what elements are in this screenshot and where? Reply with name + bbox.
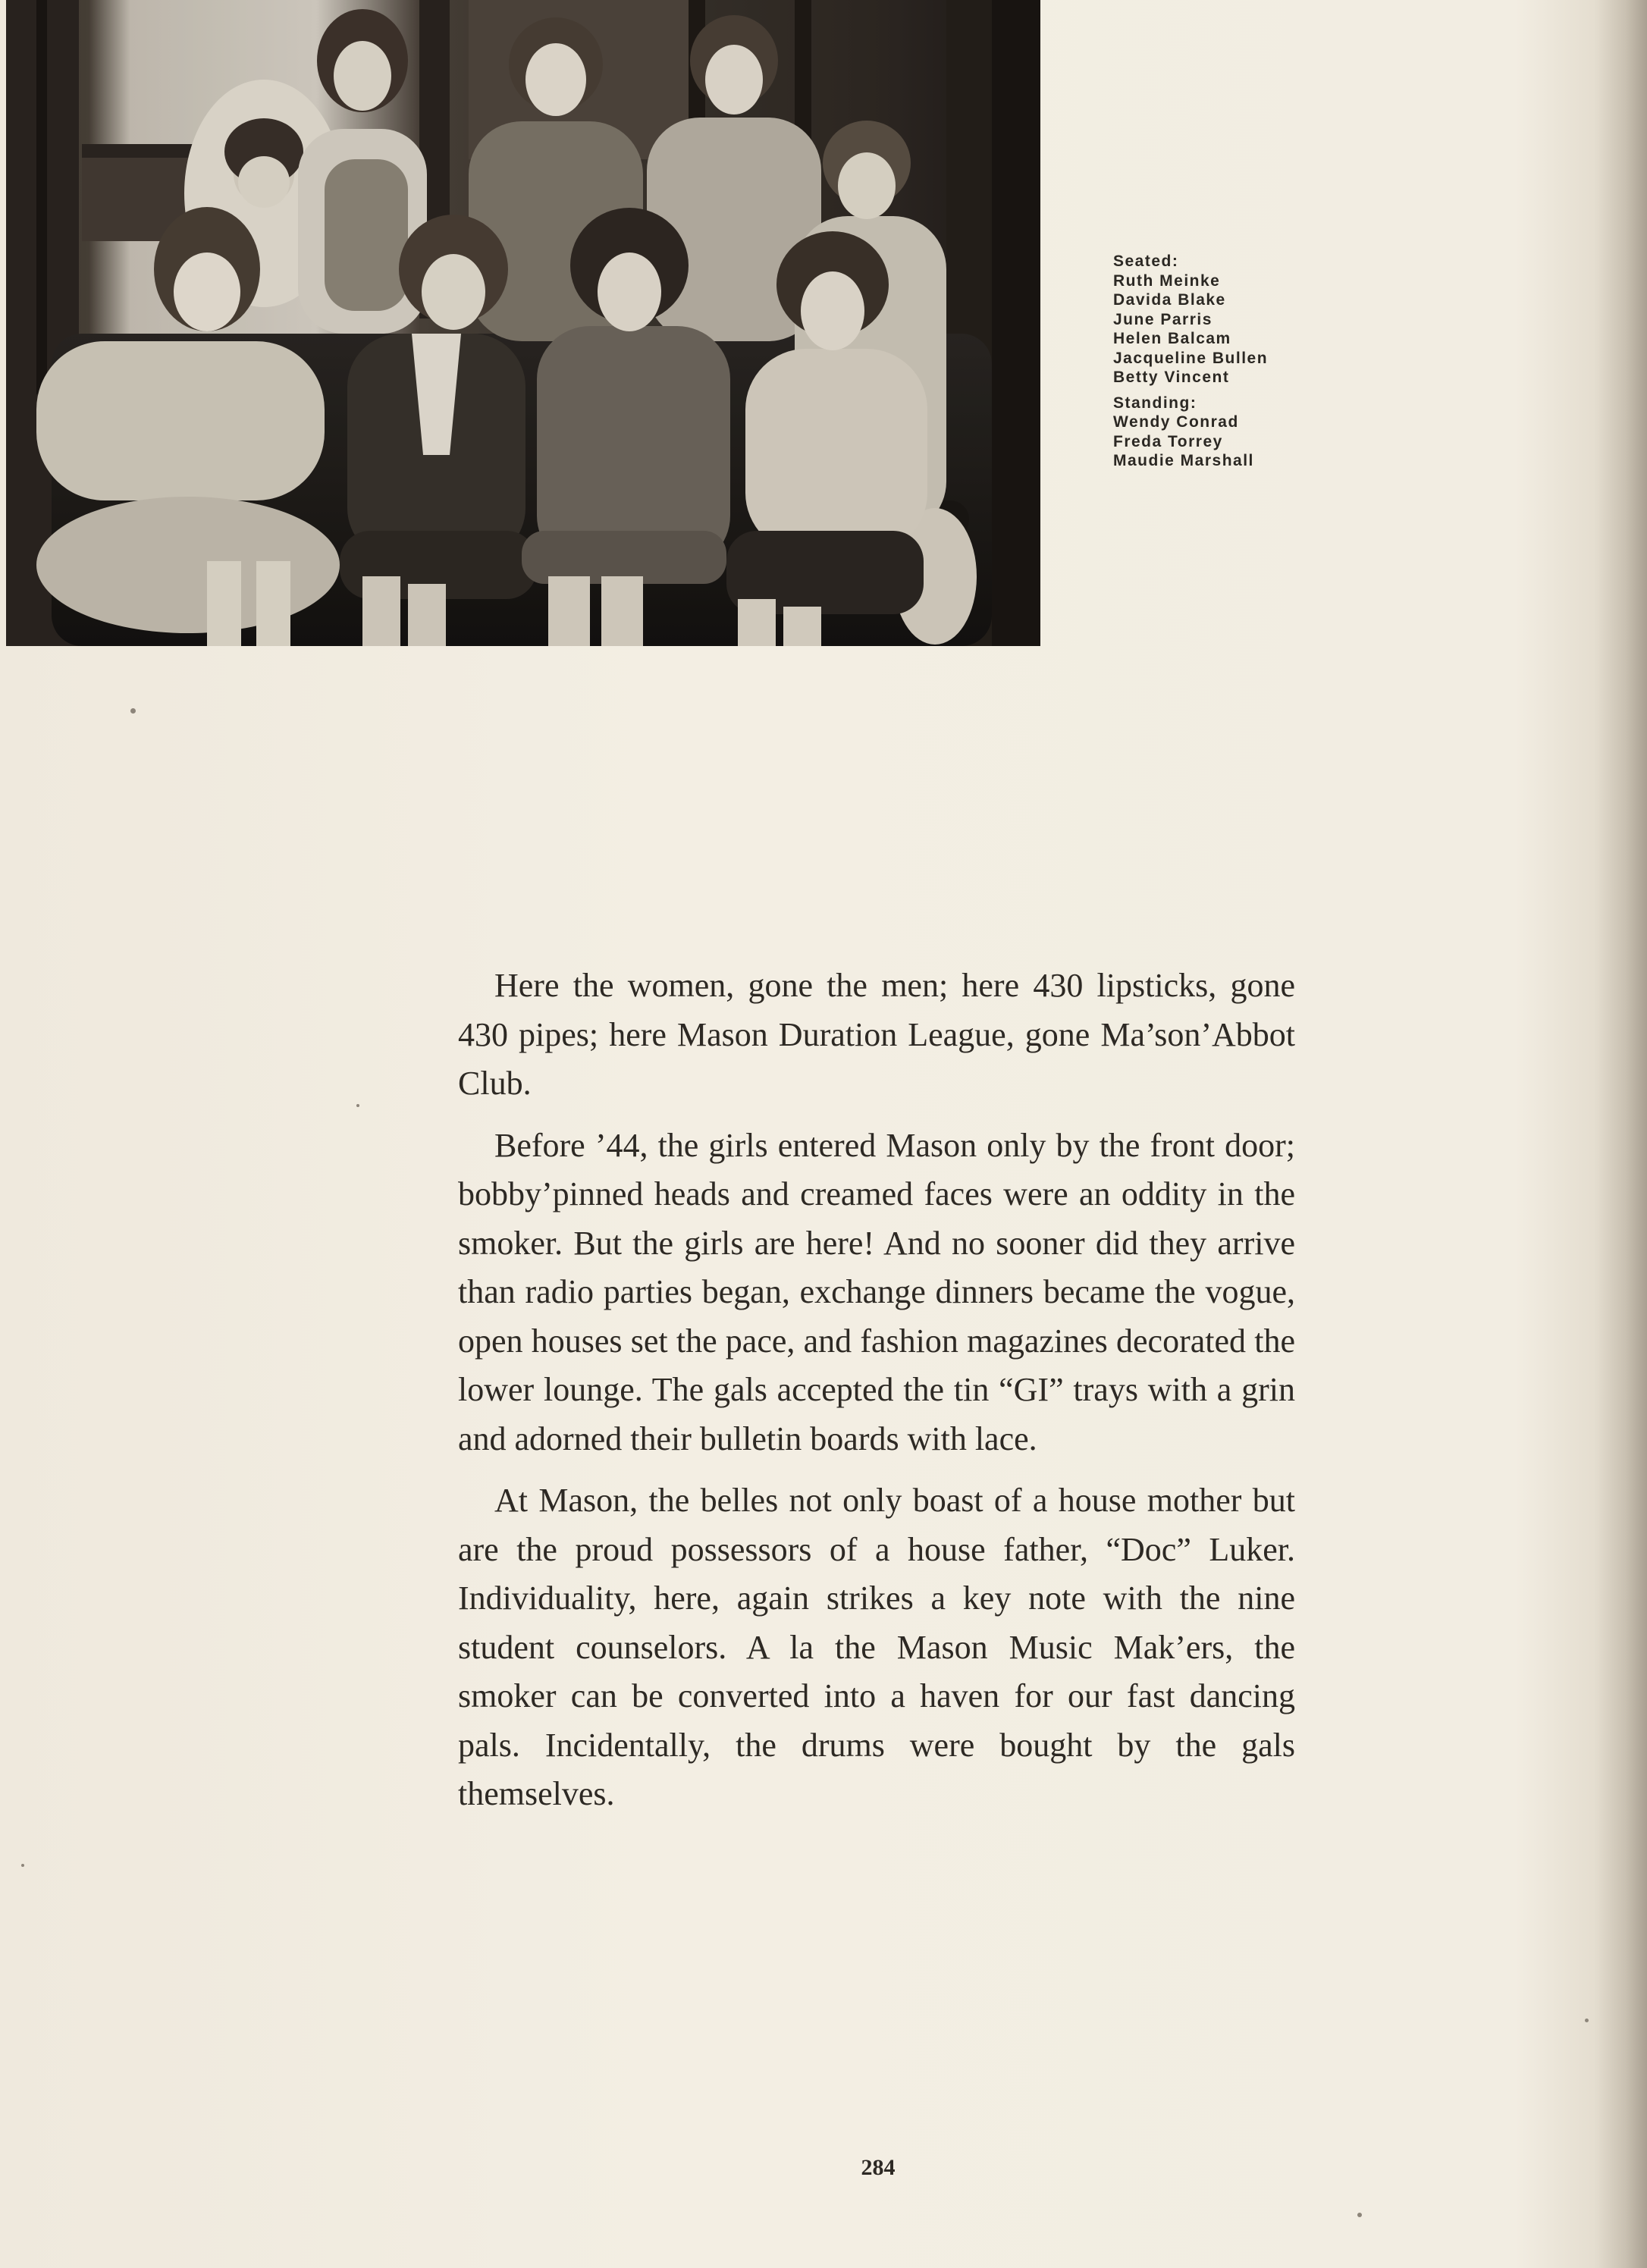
paper-speck [21,1864,24,1867]
paper-speck [1585,2019,1589,2022]
paper-speck [130,708,136,714]
caption-name: Davida Blake [1113,291,1226,309]
group-photo-illustration [6,0,1040,646]
article-paragraph: At Mason, the belles not only boast of a house mother but are the proud possessors of a house father, “Doc” Luker. Individuality, here, again strikes a key note with the nine student counselors. A la the Mason Music Mak’ers, the smoker can be converted into a haven for our fast dancing pals. Incidentally, the drums were bought by the gals themselves. [458,1482,1295,1812]
caption-name: June Parris [1113,310,1213,328]
binding-shadow [1594,0,1647,2268]
group-photo [6,0,1040,646]
caption-name: Freda Torrey [1113,432,1223,450]
photo-caption [1113,252,1341,471]
caption-standing-heading: Standing: [1113,394,1197,412]
caption-seated-heading: Seated: [1113,253,1179,270]
caption-name: Maudie Marshall [1113,452,1254,469]
caption-seated-group [1113,252,1341,387]
paper-speck [1357,2213,1362,2217]
caption-name: Ruth Meinke [1113,271,1221,290]
article-paragraph: Before ’44, the girls entered Mason only by the front door; bobby’pinned heads and creamed faces were an oddity in the smoker. But the girls are here! And no sooner did they arrive than radio parties began, exchange dinners became the vogue, open houses set the pace, and fashion magazines decorated the lower lounge. The gals accepted the tin “GI” trays with a grin and adorned their bulletin boards with lace. [458,1126,1295,1457]
caption-name: Jacqueline Bullen [1113,349,1269,367]
article-body [458,961,1295,1832]
caption-name: Betty Vincent [1113,369,1230,386]
caption-standing-group [1113,394,1341,471]
page-number: 284 [861,2155,896,2180]
paper-speck [356,1104,359,1107]
caption-name: Helen Balcam [1113,330,1231,347]
article-paragraph: Here the women, gone the men; here 430 lipsticks, gone 430 pipes; here Mason Duration League, gone Ma’son’Abbot Club. [458,967,1295,1102]
caption-name: Wendy Conrad [1113,413,1239,431]
